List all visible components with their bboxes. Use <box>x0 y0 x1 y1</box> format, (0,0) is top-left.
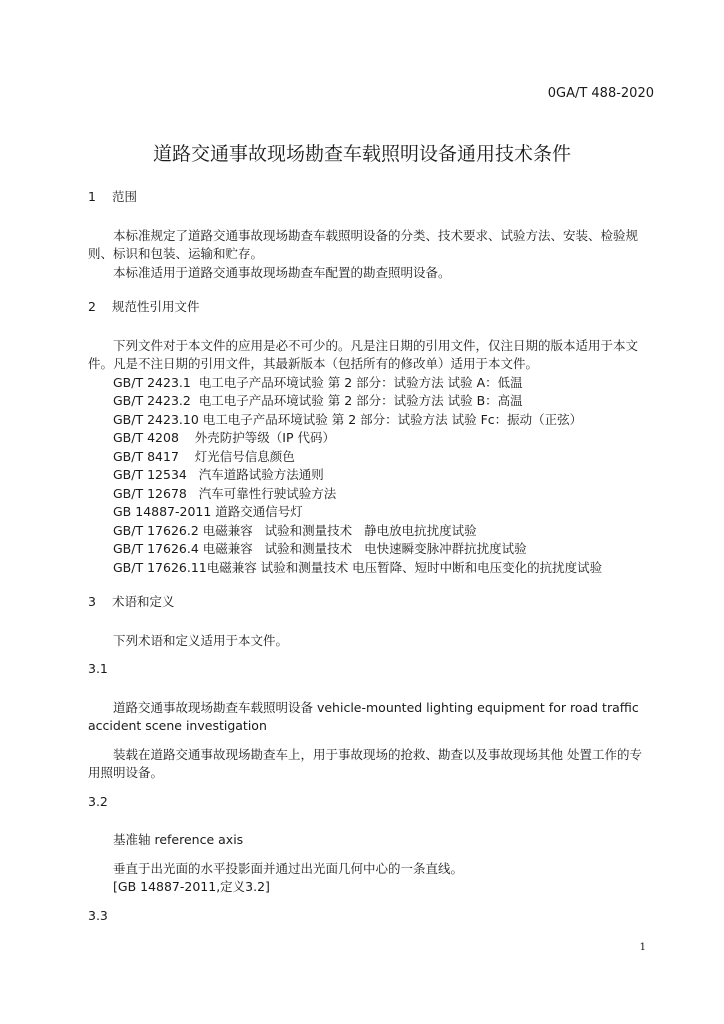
reference-item: GB/T 2423.2 电工电子产品环境试验 第 2 部分：试验方法 试验 B：高温 <box>113 393 523 408</box>
document-title: 道路交通事故现场勘查车载照明设备通用技术条件 <box>152 143 571 165</box>
section-heading-normative-references <box>88 298 654 317</box>
reference-item: GB/T 2423.10 电工电子产品环境试验 第 2 部分：试验方法 试验 Fc：振动（正弦） <box>113 411 583 427</box>
term-number: 3.1 <box>88 661 108 676</box>
term-name: 基准轴 reference axis <box>113 832 244 847</box>
section-heading-scope <box>88 188 654 207</box>
term-definition: 垂直于出光面的水平投影面并通过出光面几何中心的一条直线。 <box>113 860 464 876</box>
term-number: 3.2 <box>88 793 108 809</box>
reference-item: GB/T 17626.4 电磁兼容 试验和测量技术 电快速瞬变脉冲群抗扰度试验 <box>113 541 527 556</box>
section-number: 2 <box>88 299 96 314</box>
section-title: 规范性引用文件 <box>111 299 200 314</box>
reference-list <box>88 374 654 578</box>
reference-item: GB/T 4208 外壳防护等级（IP 代码） <box>113 430 335 445</box>
section-number: 1 <box>88 189 96 204</box>
document-body <box>88 188 654 925</box>
standard-code: 0GA/T 488-2020 <box>547 86 654 101</box>
page-number: 1 <box>639 942 646 953</box>
scope-paragraph: 本标准规定了道路交通事故现场勘查车载照明设备的分类、技术要求、试验方法、安装、检验规则、标识和包装、运输和贮存。 <box>88 227 639 261</box>
reference-item: GB/T 12678 汽车可靠性行驶试验方法 <box>113 485 337 501</box>
term-number: 3.3 <box>88 907 108 923</box>
section-title: 范围 <box>111 189 137 204</box>
reference-item: GB/T 17626.11电磁兼容 试验和测量技术 电压暂降、短时中断和电压变化的抗扰度试验 <box>113 559 603 575</box>
section-title: 术语和定义 <box>111 594 175 609</box>
scope-applicability-paragraph: 本标准适用于道路交通事故现场勘查车配置的勘查照明设备。 <box>113 264 451 280</box>
reference-item: GB 14887-2011 道路交通信号灯 <box>113 504 303 519</box>
terms-intro: 下列术语和定义适用于本文件。 <box>113 632 289 648</box>
term-name: 道路交通事故现场勘查车载照明设备 vehicle-mounted lighting equipment for road traffic accident scene investigation <box>88 699 639 733</box>
reference-item: GB/T 2423.1 电工电子产品环境试验 第 2 部分：试验方法 试验 A：低温 <box>113 374 523 390</box>
term-definition: 装载在道路交通事故现场勘查车上，用于事故现场的抢救、勘查以及事故现场其他 处置工作的专用照明设备。 <box>88 746 642 780</box>
term-source: [GB 14887-2011,定义3.2] <box>113 879 270 894</box>
section-heading-terms-and-definitions <box>88 593 654 612</box>
reference-item: GB/T 12534 汽车道路试验方法通则 <box>113 467 324 482</box>
reference-item: GB/T 17626.2 电磁兼容 试验和测量技术 静电放电抗扰度试验 <box>113 522 477 538</box>
references-intro: 下列文件对于本文件的应用是必不可少的。凡是注日期的引用文件，仅注日期的版本适用于本文件。凡是不注日期的引用文件，其最新版本（包括所有的修改单）适用于本文件。 <box>88 337 639 371</box>
section-number: 3 <box>88 594 96 609</box>
reference-item: GB/T 8417 灯光信号信息颜色 <box>113 448 295 464</box>
